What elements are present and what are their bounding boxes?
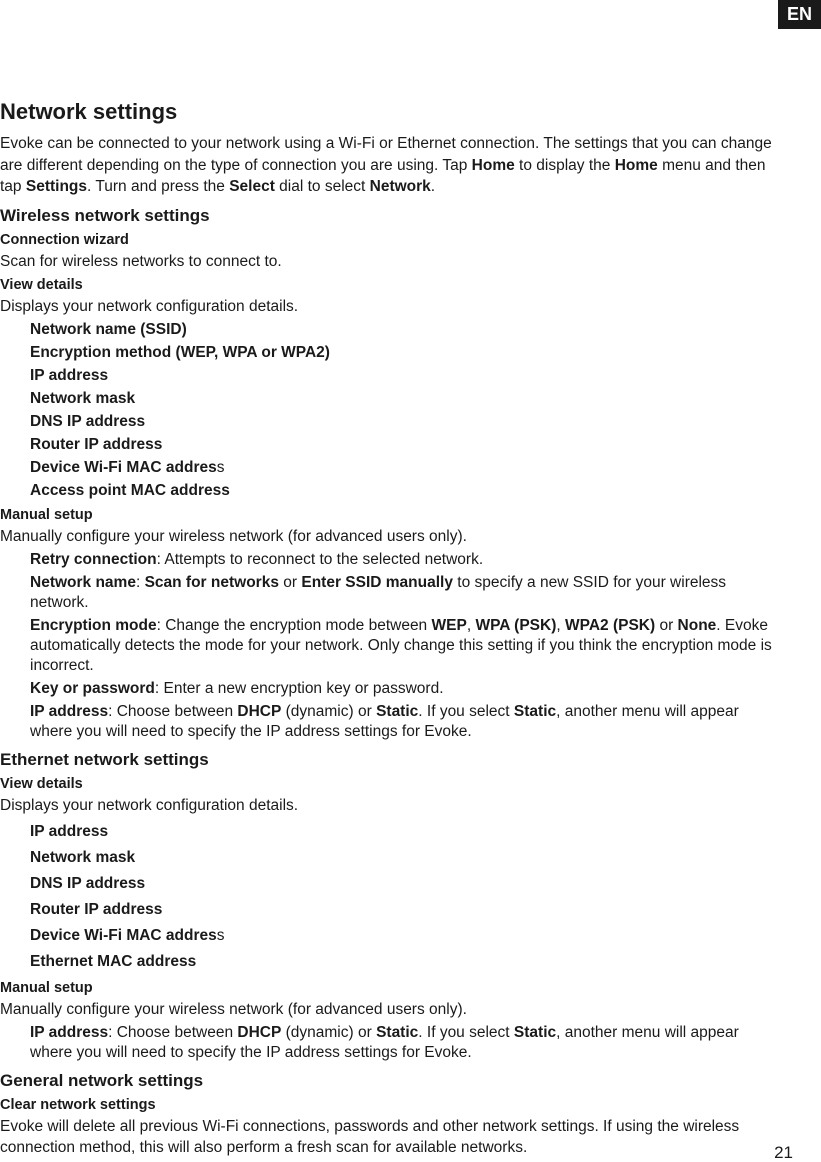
detail-item xyxy=(30,949,780,975)
text-run: (dynamic) or xyxy=(281,1023,377,1041)
bold-term: Scan for networks xyxy=(144,573,279,591)
text-run: : Change the encryption mode between xyxy=(156,616,432,634)
detail-item-label: Access point MAC address xyxy=(30,481,230,499)
text-run: , another menu will appear where you will need to specify the IP address settings for Evoke. xyxy=(30,1023,739,1061)
detail-item xyxy=(30,410,780,433)
page-title: Network settings xyxy=(0,99,178,124)
bold-term: Select xyxy=(229,178,275,195)
detail-item-label: Router IP address xyxy=(30,900,163,918)
wireless-section xyxy=(0,205,780,742)
connection-wizard-desc: Scan for wireless networks to connect to. xyxy=(0,252,282,270)
setup-option xyxy=(0,550,780,570)
detail-item xyxy=(30,819,780,845)
text-run: to display the xyxy=(514,156,615,174)
detail-item xyxy=(30,456,780,479)
wireless-view-details-title: View details xyxy=(0,276,83,293)
detail-item-label: Network mask xyxy=(30,848,136,866)
text-run: , another menu will appear where you will need to specify the IP address settings for Evoke. xyxy=(30,702,739,740)
text-run: . Evoke automatically detects the mode for your network. Only change this setting if you think the encryption mode is incorrect. xyxy=(30,616,772,674)
page-number: 21 xyxy=(774,1143,793,1162)
language-tab: EN xyxy=(778,0,821,29)
detail-item-label: DNS IP address xyxy=(30,874,146,892)
general-section xyxy=(0,1070,780,1158)
bold-term: WPA (PSK) xyxy=(475,616,557,634)
setup-option xyxy=(0,679,780,699)
detail-item-suffix: s xyxy=(216,926,225,944)
wireless-manual-setup-title: Manual setup xyxy=(0,506,93,523)
ethernet-details-list xyxy=(0,819,780,975)
text-run: , xyxy=(556,616,565,634)
setup-option xyxy=(0,616,780,676)
intro-paragraph xyxy=(0,133,780,198)
text-run: menu and then tap xyxy=(0,156,766,195)
bold-term: Enter SSID manually xyxy=(301,573,453,591)
text-run: : Choose between xyxy=(108,1023,238,1041)
bold-term: Static xyxy=(376,1023,419,1041)
setup-option xyxy=(0,702,780,742)
bold-term: Static xyxy=(376,702,419,720)
bold-term: Static xyxy=(513,1023,557,1041)
bold-term: Network xyxy=(369,178,431,195)
text-run: (dynamic) or xyxy=(281,702,377,720)
document-body xyxy=(0,97,780,1158)
clear-settings-desc: Evoke will delete all previous Wi-Fi connections, passwords and other network settings. If using the wireless connection method, this will also perform a fresh scan for available networks. xyxy=(0,1117,740,1156)
bold-term: IP address xyxy=(30,1023,109,1041)
bold-term: Settings xyxy=(25,178,88,195)
detail-item xyxy=(30,479,780,502)
text-run: . xyxy=(430,178,436,195)
text-run: . If you select xyxy=(418,1023,514,1041)
ethernet-heading: Ethernet network settings xyxy=(0,749,209,769)
bold-term: None xyxy=(677,616,717,634)
bold-term: Retry connection xyxy=(30,550,157,568)
detail-item xyxy=(30,433,780,456)
ethernet-manual-setup-title: Manual setup xyxy=(0,979,93,996)
detail-item-label: Router IP address xyxy=(30,435,163,453)
detail-item xyxy=(30,897,780,923)
bold-term: Network name xyxy=(30,573,136,591)
bold-term: Home xyxy=(471,156,515,174)
detail-item-label: Device Wi-Fi MAC addres xyxy=(30,926,217,944)
text-run: : xyxy=(135,573,145,591)
detail-item-label: Encryption method (WEP, WPA or WPA2) xyxy=(30,343,330,361)
text-run: , xyxy=(466,616,476,634)
setup-option xyxy=(0,1023,780,1063)
clear-settings-title: Clear network settings xyxy=(0,1096,156,1113)
text-run: or xyxy=(655,616,678,634)
bold-term: Home xyxy=(614,156,658,174)
detail-item-label: Network name (SSID) xyxy=(30,320,187,338)
text-run: Evoke can be connected to your network using a Wi-Fi or Ethernet connection. The settings that you can change are different depending on the type of connection you are using. Tap xyxy=(0,135,772,174)
detail-item xyxy=(30,845,780,871)
bold-term: WEP xyxy=(431,616,467,634)
detail-item-label: Network mask xyxy=(30,389,136,407)
detail-item-suffix: s xyxy=(216,458,225,476)
text-run: . Turn and press the xyxy=(87,178,230,195)
ethernet-view-details-title: View details xyxy=(0,775,83,792)
detail-item-label: Ethernet MAC address xyxy=(30,952,197,970)
bold-term: Static xyxy=(513,702,557,720)
bold-term: DHCP xyxy=(237,702,282,720)
detail-item-label: Device Wi-Fi MAC addres xyxy=(30,458,217,476)
ethernet-view-details-desc: Displays your network configuration details. xyxy=(0,796,299,814)
detail-item-label: IP address xyxy=(30,366,109,384)
bold-term: IP address xyxy=(30,702,109,720)
detail-item-label: DNS IP address xyxy=(30,412,146,430)
bold-term: WPA2 (PSK) xyxy=(565,616,656,634)
wireless-details-list xyxy=(0,318,780,502)
text-run: : Choose between xyxy=(108,702,238,720)
wireless-manual-options xyxy=(0,550,780,742)
detail-item xyxy=(30,364,780,387)
general-heading: General network settings xyxy=(0,1070,204,1090)
detail-item-label: IP address xyxy=(30,822,109,840)
ethernet-manual-setup-desc: Manually configure your wireless network (for advanced users only). xyxy=(0,1000,467,1018)
wireless-manual-setup-desc: Manually configure your wireless network (for advanced users only). xyxy=(0,527,467,545)
bold-term: Encryption mode xyxy=(30,616,157,634)
detail-item xyxy=(30,387,780,410)
detail-item xyxy=(30,871,780,897)
detail-item xyxy=(30,923,780,949)
detail-item xyxy=(30,341,780,364)
ethernet-manual-options xyxy=(0,1023,780,1063)
text-run: dial to select xyxy=(274,178,370,195)
bold-term: DHCP xyxy=(237,1023,282,1041)
text-run: or xyxy=(278,573,302,591)
wireless-heading: Wireless network settings xyxy=(0,205,210,225)
setup-option xyxy=(0,573,780,613)
text-run: : Attempts to reconnect to the selected network. xyxy=(156,550,484,568)
text-run: : Enter a new encryption key or password. xyxy=(154,679,444,697)
bold-term: Key or password xyxy=(30,679,155,697)
wireless-view-details-desc: Displays your network configuration details. xyxy=(0,297,299,315)
connection-wizard-title: Connection wizard xyxy=(0,231,129,248)
text-run: to specify a new SSID for your wireless network. xyxy=(30,573,727,611)
text-run: . If you select xyxy=(418,702,514,720)
ethernet-section xyxy=(0,749,780,1063)
detail-item xyxy=(30,318,780,341)
